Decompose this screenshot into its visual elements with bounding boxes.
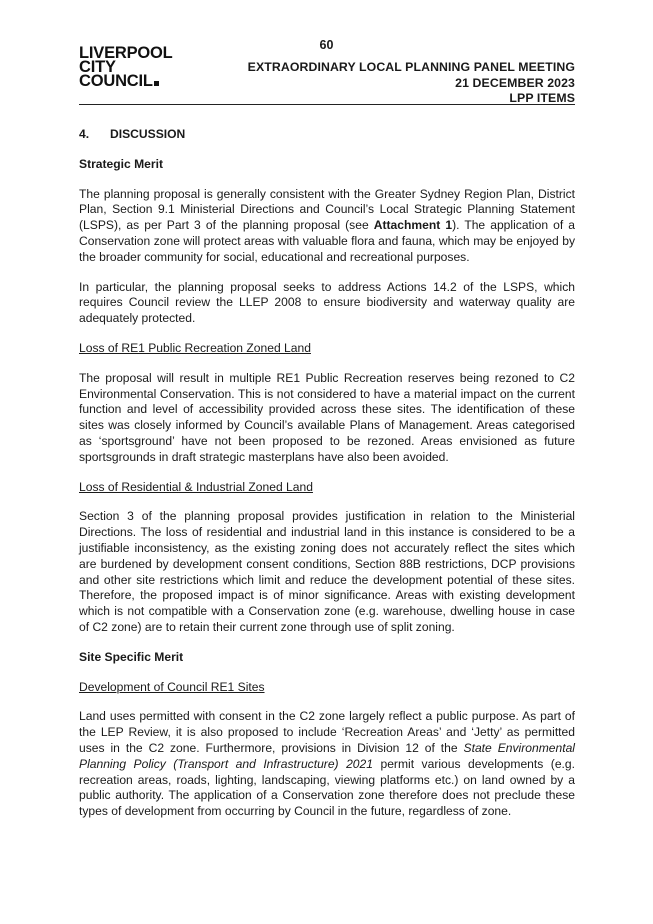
strategic-merit-heading: Strategic Merit [79,156,164,171]
site-specific-text-b: permit various developments (e.g. recreation areas, roads, lighting, landscaping, viewing platforms etc.) on land owned by a public authority. The application of a Conservation zone therefore does not preclude these types of development from occurring by Council in the future, regardless of zone. [79,756,575,819]
strategic-merit-p1-text-a: The planning proposal is generally consistent with the Greater Sydney Region Plan, District Plan, Section 9.1 Ministerial Directions and Council’s Local Strategic Planning Statement (LSPS), as per Part 3 of the planning proposal (see [79,186,575,233]
meeting-date: 21 DECEMBER 2023 [455,75,575,90]
logo-line-1: LIVERPOOL [79,44,173,62]
report-body [79,127,575,834]
meeting-title: EXTRAORDINARY LOCAL PLANNING PANEL MEETING [247,60,575,74]
sepp-title: State Environmental Planning Policy (Transport and Infrastructure) 2021 [79,740,575,771]
site-specific-paragraph [79,709,575,820]
strategic-merit-paragraph-2: In particular, the planning proposal seeks to address Actions 14.2 of the LSPS, which requires Council review the LLEP 2008 to ensure biodiversity and waterway quality are adequately protected. [79,279,575,326]
council-re1-sites-heading: Development of Council RE1 Sites [79,679,265,694]
logo-line-2: CITY [79,58,116,76]
loss-residential-paragraph: Section 3 of the planning proposal provides justification in relation to the Ministerial Directions. The loss of residential and industrial land in this instance is considered to be a justifiable inconsistency, as the existing zoning does not accurately reflect the sites which are burdened by development consent conditions, Section 88B restrictions, DCP provisions and other site restrictions which limit and reduce the development potential of these sites. Therefore, the proposed impact is of minor significance. Areas with existing development which is not compatible with a Conservation zone (e.g. warehouse, dwelling house in case of C2 zone) are to retain their current zone through use of split zoning. [79,509,575,634]
attachment-reference: Attachment 1 [373,218,453,233]
logo-line-3-text: COUNCIL [79,72,153,90]
strategic-merit-p1-text-b: ). The application of a Conservation zone will protect areas with valuable flora and fauna, which may be enjoyed by the broader community for social, educational and recreational purposes. [79,218,575,264]
loss-re1-heading: Loss of RE1 Public Recreation Zoned Land [79,340,311,355]
loss-re1-paragraph: The proposal will result in multiple RE1 Public Recreation reserves being rezoned to C2 Environmental Conservation. This is not considered to have a material impact on the current function and level of accessibility provided across these sites. The identification of these sites was closely informed by Council’s available Plans of Management. Areas categorised as ‘sportsground’ have not been proposed to be rezoned. Areas envisioned as future sportsgrounds in draft strategic masterplans have also been avoided. [79,370,575,464]
header-divider [79,104,575,105]
site-specific-merit-heading: Site Specific Merit [79,649,184,664]
site-specific-text-a: Land uses permitted with consent in the C2 zone largely reflect a public purpose. As part of the LEP Review, it is also proposed to include ‘Recreation Areas’ and ‘Jetty’ as permitted uses in the C2 zone. Furthermore, provisions in Division 12 of the [79,709,575,755]
section-heading [79,127,575,143]
strategic-merit-paragraph-1 [79,187,575,266]
loss-residential-heading: Loss of Residential & Industrial Zoned Land [79,479,313,494]
header-section-label: LPP ITEMS [509,91,575,105]
section-number: 4. [79,127,90,141]
logo-mark-icon [154,80,160,86]
page-number: 60 [319,38,334,52]
liverpool-city-council-logo [79,46,173,88]
logo-line-3 [79,74,173,88]
section-title: DISCUSSION [110,127,186,141]
page-header [248,60,575,107]
